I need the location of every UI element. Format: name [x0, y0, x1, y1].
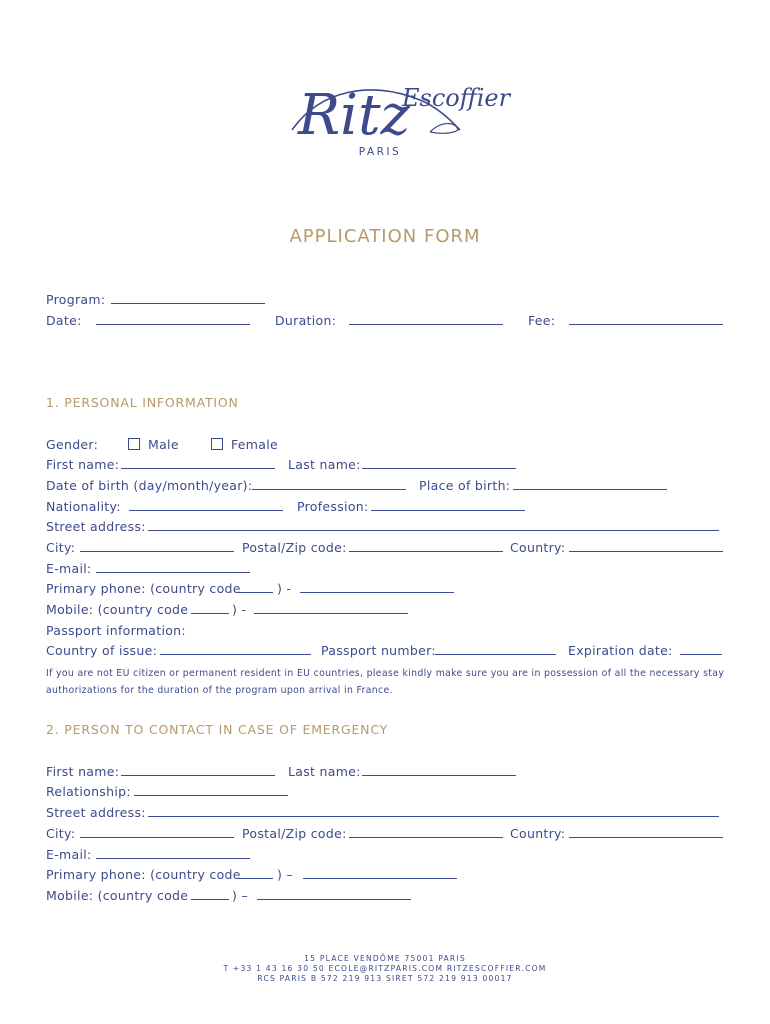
primary-phone-country-code-field[interactable]	[238, 592, 273, 593]
emergency-email-label: E-mail:	[46, 847, 92, 862]
dob-label: Date of birth (day/month/year):	[46, 478, 253, 493]
relationship-label: Relationship:	[46, 784, 131, 799]
primary-phone-separator: ) -	[277, 581, 292, 596]
emergency-country-field[interactable]	[569, 837, 723, 838]
place-of-birth-field[interactable]	[513, 489, 667, 490]
emergency-primary-phone-separator: ) –	[277, 867, 294, 882]
email-label: E-mail:	[46, 561, 92, 576]
emergency-postal-label: Postal/Zip code:	[242, 826, 347, 841]
emergency-last-name-field[interactable]	[362, 775, 516, 776]
mobile-separator: ) -	[232, 602, 247, 617]
female-checkbox[interactable]	[211, 438, 223, 450]
svg-text:Escoffier: Escoffier	[402, 84, 511, 112]
visa-note-line-1: If you are not EU citizen or permanent resident in EU countries, please kindly make sure you are in possession of all the necessary stay	[46, 668, 725, 679]
footer-registration: RCS PARIS B 572 219 913 SIRET 572 219 913 00017	[257, 974, 513, 983]
expiration-date-field[interactable]	[680, 654, 722, 655]
section-personal-information: 1. PERSONAL INFORMATION	[46, 395, 239, 410]
duration-label: Duration:	[275, 313, 337, 328]
country-of-issue-label: Country of issue:	[46, 643, 158, 658]
emergency-mobile-separator: ) –	[232, 888, 249, 903]
postal-code-label: Postal/Zip code:	[242, 540, 347, 555]
emergency-primary-phone-label: Primary phone: (country code	[46, 867, 241, 882]
city-label: City:	[46, 540, 76, 555]
ritz-escoffier-logo	[280, 70, 511, 162]
passport-number-label: Passport number:	[321, 643, 436, 658]
passport-number-field[interactable]	[435, 654, 556, 655]
emergency-mobile-field[interactable]	[257, 899, 411, 900]
emergency-city-field[interactable]	[80, 837, 234, 838]
duration-field[interactable]	[349, 324, 503, 325]
visa-note-line-2: authorizations for the duration of the program upon arrival in France.	[46, 685, 393, 696]
emergency-primary-phone-code-field[interactable]	[238, 878, 273, 879]
male-label: Male	[148, 437, 179, 452]
emergency-street-field[interactable]	[148, 816, 719, 817]
date-label: Date:	[46, 313, 82, 328]
first-name-label: First name:	[46, 457, 120, 472]
mobile-label: Mobile: (country code	[46, 602, 189, 617]
passport-information-label: Passport information:	[46, 623, 186, 638]
page-title: APPLICATION FORM	[289, 226, 481, 247]
city-field[interactable]	[80, 551, 234, 552]
dob-field[interactable]	[252, 489, 406, 490]
emergency-mobile-label: Mobile: (country code	[46, 888, 189, 903]
country-label: Country:	[510, 540, 566, 555]
emergency-street-label: Street address:	[46, 805, 146, 820]
postal-code-field[interactable]	[349, 551, 503, 552]
place-of-birth-label: Place of birth:	[419, 478, 511, 493]
emergency-primary-phone-field[interactable]	[303, 878, 457, 879]
email-field[interactable]	[96, 572, 250, 573]
program-label: Program:	[46, 292, 106, 307]
female-label: Female	[231, 437, 278, 452]
gender-label: Gender:	[46, 437, 99, 452]
fee-label: Fee:	[528, 313, 556, 328]
emergency-city-label: City:	[46, 826, 76, 841]
emergency-first-name-field[interactable]	[121, 775, 275, 776]
first-name-field[interactable]	[121, 468, 275, 469]
last-name-label: Last name:	[288, 457, 361, 472]
last-name-field[interactable]	[362, 468, 516, 469]
emergency-first-name-label: First name:	[46, 764, 120, 779]
street-address-field[interactable]	[148, 530, 719, 531]
country-field[interactable]	[569, 551, 723, 552]
street-address-label: Street address:	[46, 519, 146, 534]
primary-phone-label: Primary phone: (country code	[46, 581, 241, 596]
date-field[interactable]	[96, 324, 250, 325]
mobile-field[interactable]	[254, 613, 408, 614]
section-emergency-contact: 2. PERSON TO CONTACT IN CASE OF EMERGENCY	[46, 722, 389, 737]
male-checkbox[interactable]	[128, 438, 140, 450]
primary-phone-field[interactable]	[300, 592, 454, 593]
country-of-issue-field[interactable]	[160, 654, 311, 655]
expiration-date-label: Expiration date:	[568, 643, 673, 658]
nationality-label: Nationality:	[46, 499, 121, 514]
footer-contact: T +33 1 43 16 30 50 ECOLE@RITZPARIS.COM RITZESCOFFIER.COM	[223, 964, 547, 973]
emergency-last-name-label: Last name:	[288, 764, 361, 779]
emergency-country-label: Country:	[510, 826, 566, 841]
mobile-country-code-field[interactable]	[191, 613, 229, 614]
profession-label: Profession:	[297, 499, 369, 514]
emergency-email-field[interactable]	[96, 858, 250, 859]
profession-field[interactable]	[371, 510, 525, 511]
nationality-field[interactable]	[129, 510, 283, 511]
program-field[interactable]	[111, 303, 265, 304]
svg-text:Ritz: Ritz	[298, 83, 411, 148]
logo-city: PARIS	[358, 146, 402, 158]
emergency-postal-field[interactable]	[349, 837, 503, 838]
fee-field[interactable]	[569, 324, 723, 325]
footer-address: 15 PLACE VENDÔME 75001 PARIS	[304, 954, 466, 963]
relationship-field[interactable]	[134, 795, 288, 796]
emergency-mobile-code-field[interactable]	[191, 899, 229, 900]
